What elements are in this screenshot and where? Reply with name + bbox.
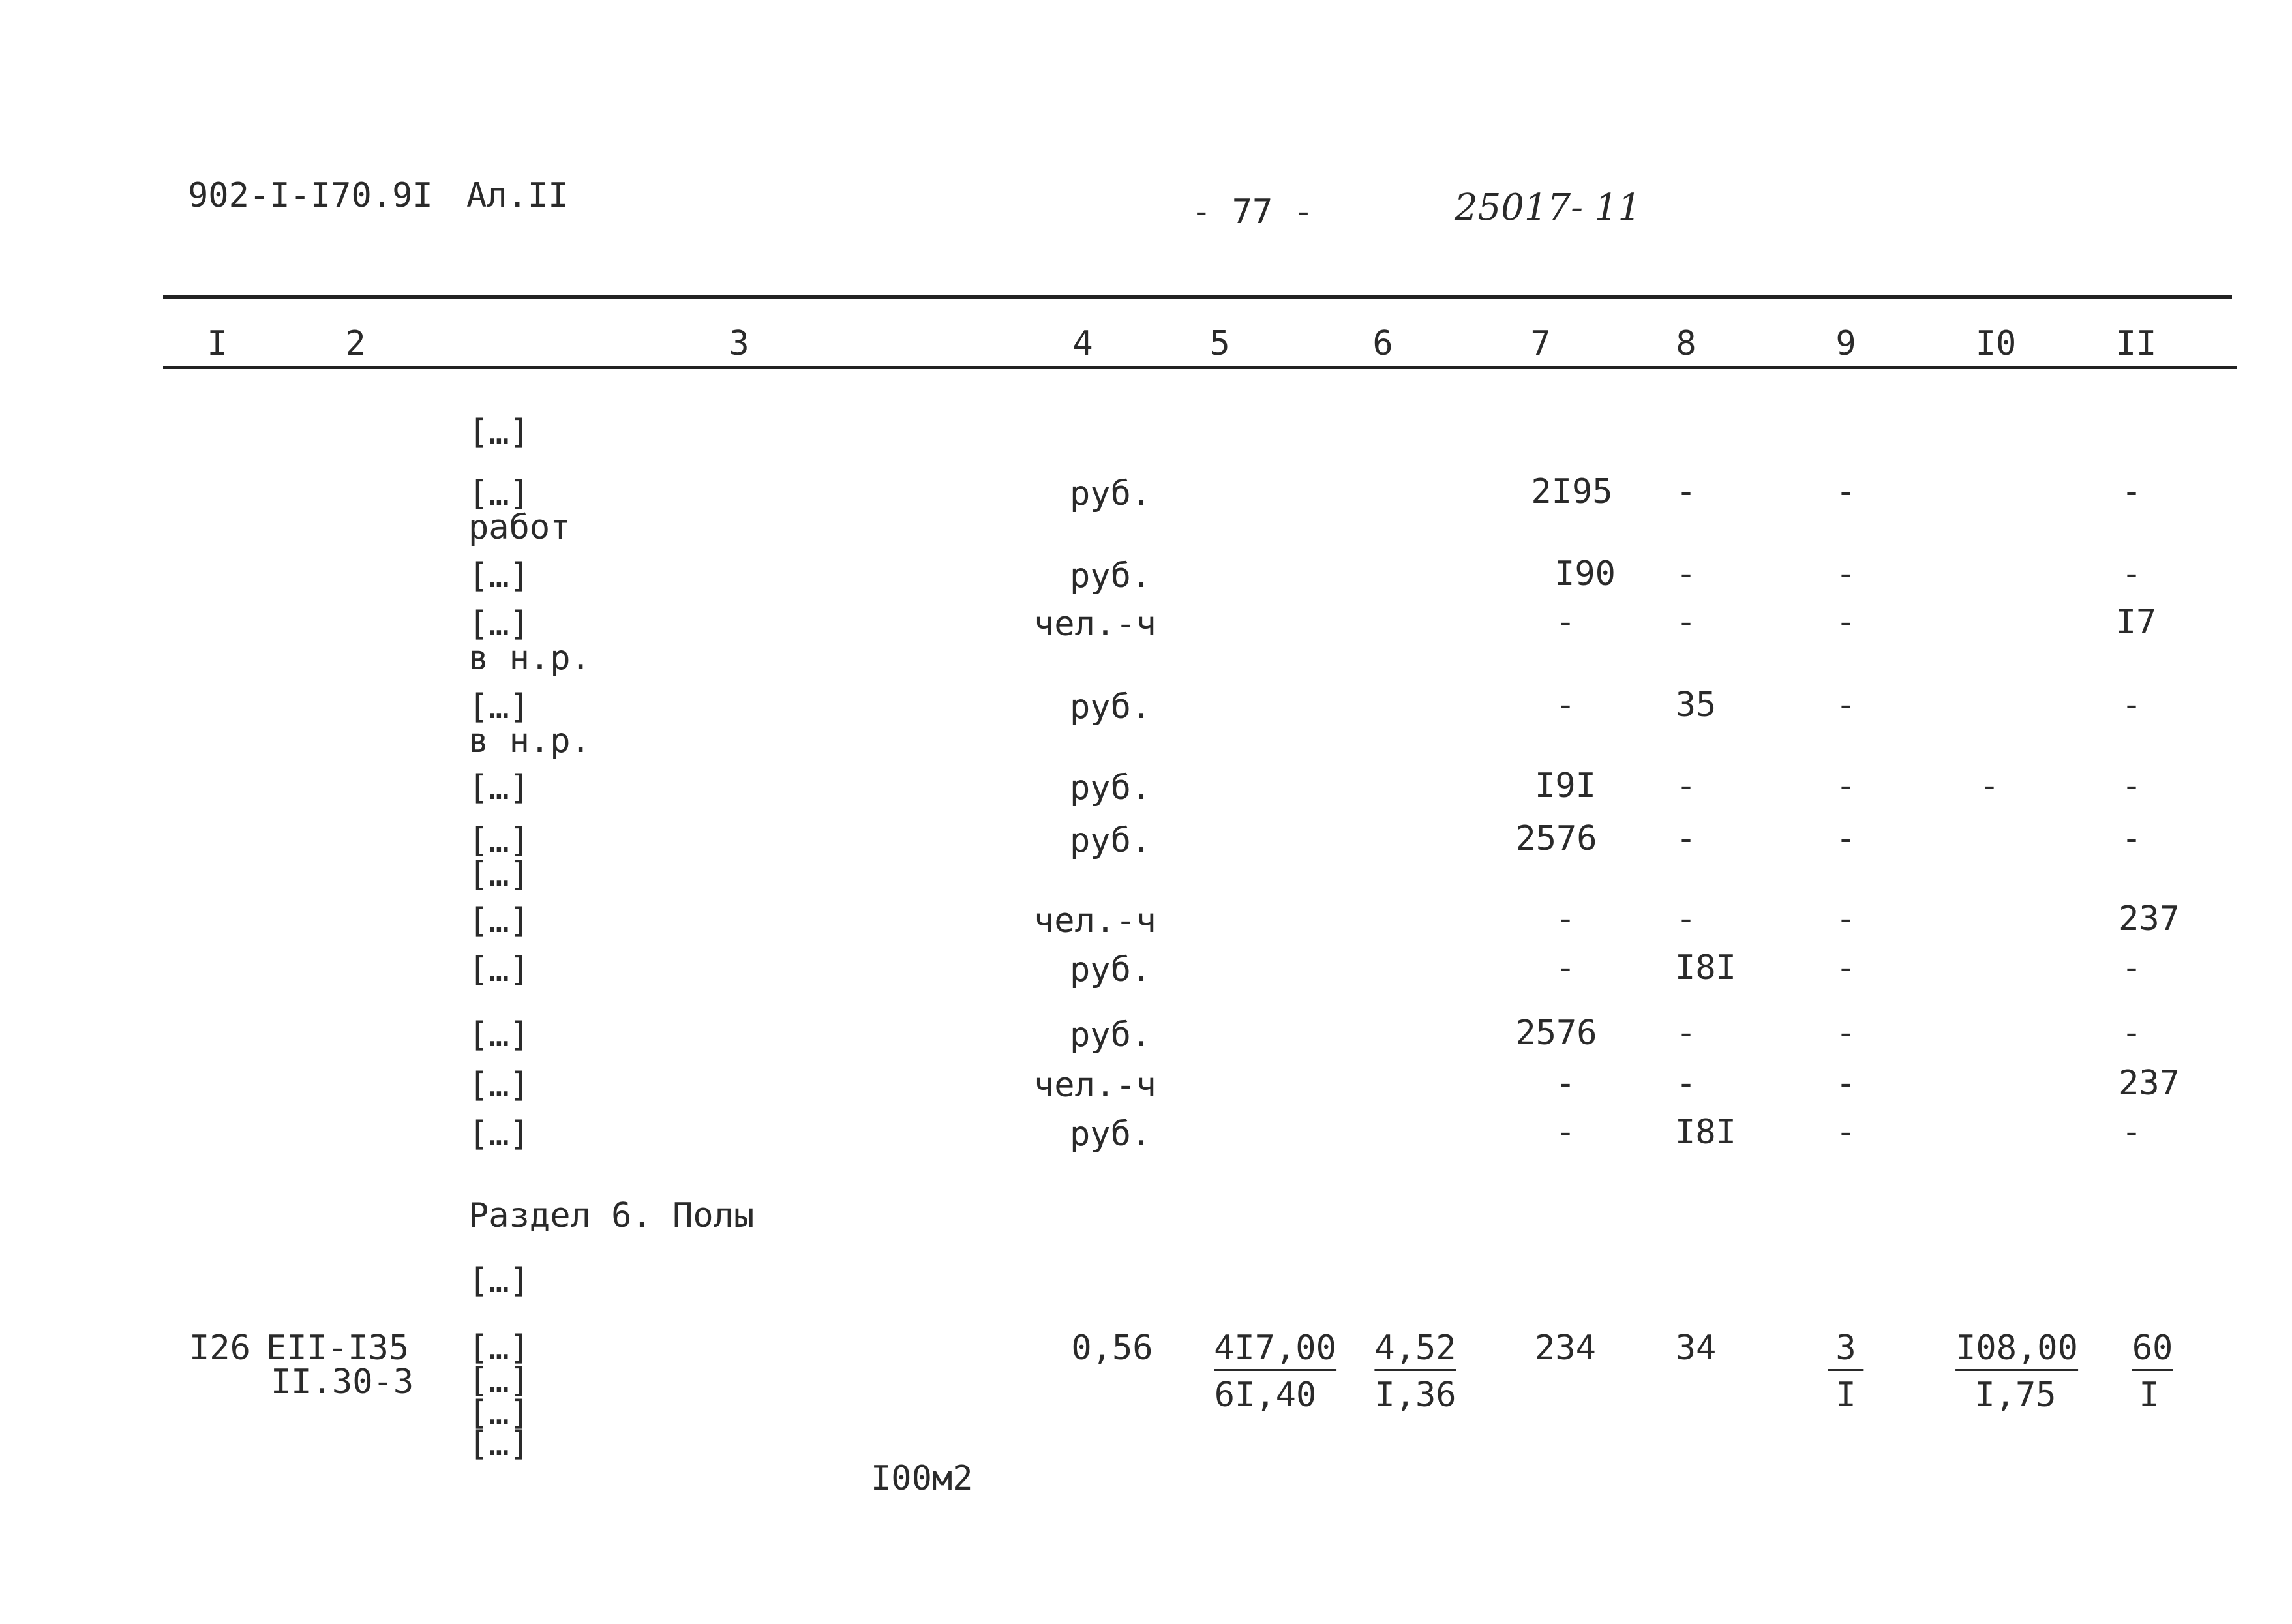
item-description-line2: […]: [468, 1361, 530, 1400]
row-unit: руб.: [1070, 768, 1152, 807]
column-header-6: 6: [1372, 324, 1393, 363]
header-top-rule: [163, 295, 2232, 299]
item-col10-bottom: I,75: [1974, 1376, 2057, 1415]
item-col7: 234: [1535, 1329, 1596, 1368]
row-col8: -: [1676, 1014, 1696, 1053]
row-col7: -: [1555, 899, 1576, 939]
column-header-8: 8: [1676, 324, 1696, 363]
row-label: […]: [468, 605, 530, 644]
item-description-line4: […]: [468, 1424, 530, 1464]
row-label: […]: [468, 556, 530, 595]
row-col10: -: [1979, 766, 2000, 805]
row-col11: -: [2121, 819, 2142, 858]
row-unit: руб.: [1070, 1015, 1152, 1055]
item-col5-top: [1214, 1331, 1336, 1366]
row-col8: -: [1676, 766, 1696, 805]
item-description-line3: […]: [468, 1394, 530, 1433]
row-col11: -: [2121, 766, 2142, 805]
row-col9: -: [1835, 603, 1856, 642]
row-col9: -: [1835, 1014, 1856, 1053]
column-header-3: 3: [729, 324, 749, 363]
section-heading: Раздел 6. Полы: [468, 1196, 755, 1235]
row-col8: -: [1676, 1064, 1696, 1103]
type-heading: […]: [468, 1261, 530, 1301]
row-col7: 2576: [1515, 1014, 1597, 1053]
row-col11: -: [2121, 1014, 2142, 1053]
column-header-5: 5: [1209, 324, 1230, 363]
row-col9: -: [1835, 472, 1856, 511]
item-col5-top-value: 4I7,00: [1214, 1329, 1336, 1371]
column-header-4: 4: [1072, 324, 1093, 363]
row-col9: -: [1835, 685, 1856, 725]
item-quantity: 0,56: [1071, 1329, 1153, 1368]
row-col8: -: [1676, 554, 1696, 594]
row-label: […]: [468, 687, 530, 727]
row-unit: руб.: [1070, 556, 1152, 595]
row-label: […]: [468, 1115, 530, 1154]
item-code-sub: II.30-3: [271, 1362, 414, 1402]
row-col7: 2576: [1515, 819, 1597, 858]
item-col9-top: [1828, 1331, 1863, 1366]
row-col7: -: [1555, 1113, 1576, 1152]
item-col8: 34: [1675, 1329, 1717, 1368]
row-label: […]: [468, 1066, 530, 1105]
row-col7: 2I95: [1531, 472, 1613, 511]
row-col11: -: [2121, 472, 2142, 511]
item-col10-top: [1955, 1331, 2078, 1366]
row-unit: чел.-ч: [1034, 1066, 1156, 1105]
item-unit: I00м2: [871, 1459, 973, 1498]
column-header-9: 9: [1835, 324, 1856, 363]
row-col7: -: [1555, 603, 1576, 642]
row-col8: 35: [1675, 685, 1717, 725]
row-col11: -: [2121, 554, 2142, 594]
row-col7: -: [1555, 1064, 1576, 1103]
row-label-cont: в н.р.: [468, 639, 591, 678]
row-label: […]: [468, 1015, 530, 1055]
row-col8: I8I: [1675, 1113, 1736, 1152]
row-col9: -: [1835, 1113, 1856, 1152]
row-col7: -: [1555, 948, 1576, 987]
row-col11: 237: [2119, 899, 2180, 939]
row-col8: -: [1676, 819, 1696, 858]
header-bottom-rule: [163, 366, 2237, 369]
item-number: I26: [189, 1329, 250, 1368]
row-unit: руб.: [1070, 474, 1152, 513]
row-label: […]: [468, 821, 530, 860]
item-col11-bottom: I: [2139, 1376, 2160, 1415]
row-col8: I8I: [1675, 948, 1736, 987]
item-col6-top: [1374, 1331, 1456, 1366]
row-label: […]: [468, 901, 530, 940]
item-col6-bottom: I,36: [1374, 1376, 1456, 1415]
row-label-cont: работ: [468, 508, 571, 547]
column-header-1: I: [207, 324, 228, 363]
item-col9-bottom: I: [1835, 1376, 1856, 1415]
row-col8: -: [1676, 899, 1696, 939]
row-col7: I9I: [1535, 766, 1596, 805]
item-col11-top-value: 60: [2132, 1329, 2173, 1371]
column-header-7: 7: [1530, 324, 1551, 363]
column-header-11: II: [2115, 324, 2157, 363]
column-header-10: I0: [1975, 324, 2017, 363]
item-col11-top: [2132, 1331, 2173, 1366]
row-unit: чел.-ч: [1034, 605, 1156, 644]
album-number: Ал.II: [466, 176, 569, 215]
item-code: ЕII-I35: [266, 1329, 410, 1368]
item-col6-top-value: 4,52: [1374, 1329, 1456, 1371]
row-col9: -: [1835, 899, 1856, 939]
item-description: […]: [468, 1329, 530, 1368]
row-col11: -: [2121, 948, 2142, 987]
column-header-2: 2: [345, 324, 366, 363]
row-label-cont: […]: [468, 855, 530, 894]
row-col11: -: [2121, 1113, 2142, 1152]
item-col10-top-value: I08,00: [1955, 1329, 2078, 1371]
row-col9: -: [1835, 766, 1856, 805]
row-col9: -: [1835, 554, 1856, 594]
item-col9-top-value: 3: [1828, 1329, 1863, 1371]
row-col8: -: [1676, 472, 1696, 511]
including-label: […]: [468, 413, 530, 452]
row-col9: -: [1835, 1064, 1856, 1103]
row-label: […]: [468, 474, 530, 513]
row-label-cont: в н.р.: [468, 721, 591, 760]
row-col11: -: [2121, 685, 2142, 725]
item-col5-bottom: 6I,40: [1214, 1376, 1317, 1415]
row-col8: -: [1676, 603, 1696, 642]
row-unit: чел.-ч: [1034, 901, 1156, 940]
row-unit: руб.: [1070, 1115, 1152, 1154]
row-unit: руб.: [1070, 687, 1152, 727]
row-col7: -: [1555, 685, 1576, 725]
document-code: 902-I-I70.9I: [188, 176, 433, 215]
row-unit: руб.: [1070, 950, 1152, 989]
row-col9: -: [1835, 948, 1856, 987]
page-number: - 77 -: [1191, 192, 1314, 232]
handwritten-inventory-number: 25017- 11: [1455, 187, 1642, 229]
row-col7: I90: [1554, 554, 1616, 594]
row-label: […]: [468, 768, 530, 807]
row-col9: -: [1835, 819, 1856, 858]
row-col11: I7: [2115, 603, 2157, 642]
row-label: […]: [468, 950, 530, 989]
row-unit: руб.: [1070, 821, 1152, 860]
row-col11: 237: [2119, 1064, 2180, 1103]
